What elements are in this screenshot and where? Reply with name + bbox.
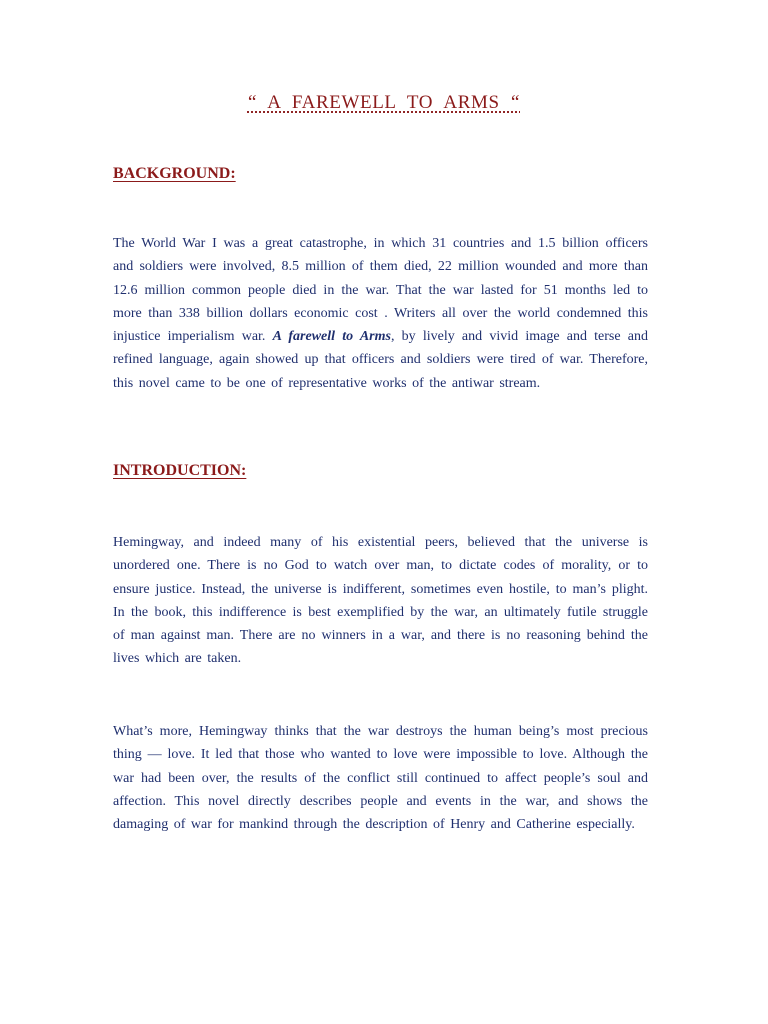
section-heading-background: BACKGROUND: [113,165,236,182]
introduction-paragraph-2: What’s more, Hemingway thinks that the war destroys the human being’s most precious thing — love. It led that those who wanted to love were impossible to love. Although the war had been over, the results of the conflict still continued to affect people’s soul and affection. This novel directly describes people and events in the war, and shows the damaging of war for mankind through the description of Henry and Catherine especially. [113,724,648,833]
background-paragraph-text-end: , by lively and vivid image and terse and refined language, again showed up that officers and soldiers were tired of war. Therefore, this novel came to be one of representative works of the antiwar stream. [113,329,648,391]
background-paragraph-text-start: The World War I was a great catastrophe, in which 31 countries and 1.5 billion officers and soldiers were involved, 8.5 million of them died, 22 million wounded and more than 12.6 million common people died in the war. That the war lasted for 51 months led to more than 338 billion dollars economic cost . Writers all over the world condemned this injustice imperialism war. [113,236,648,345]
section-heading-introduction: INTRODUCTION: [113,462,247,479]
introduction-paragraph-1: Hemingway, and indeed many of his existential peers, believed that the universe is unordered one. There is no God to watch over man, to dictate codes of morality, or to ensure justice. Instead, the universe is indifferent, sometimes even hostile, to man’s plight. In the book, this indifference is best exemplified by the war, an ultimately futile struggle of man against man. There are no winners in a war, and there is no reasoning behind the lives which are taken. [113,535,648,667]
novel-title-emphasis: A farewell to Arms [272,329,391,345]
background-paragraph [113,232,648,395]
document-title: “ A FAREWELL TO ARMS “ [247,92,521,113]
